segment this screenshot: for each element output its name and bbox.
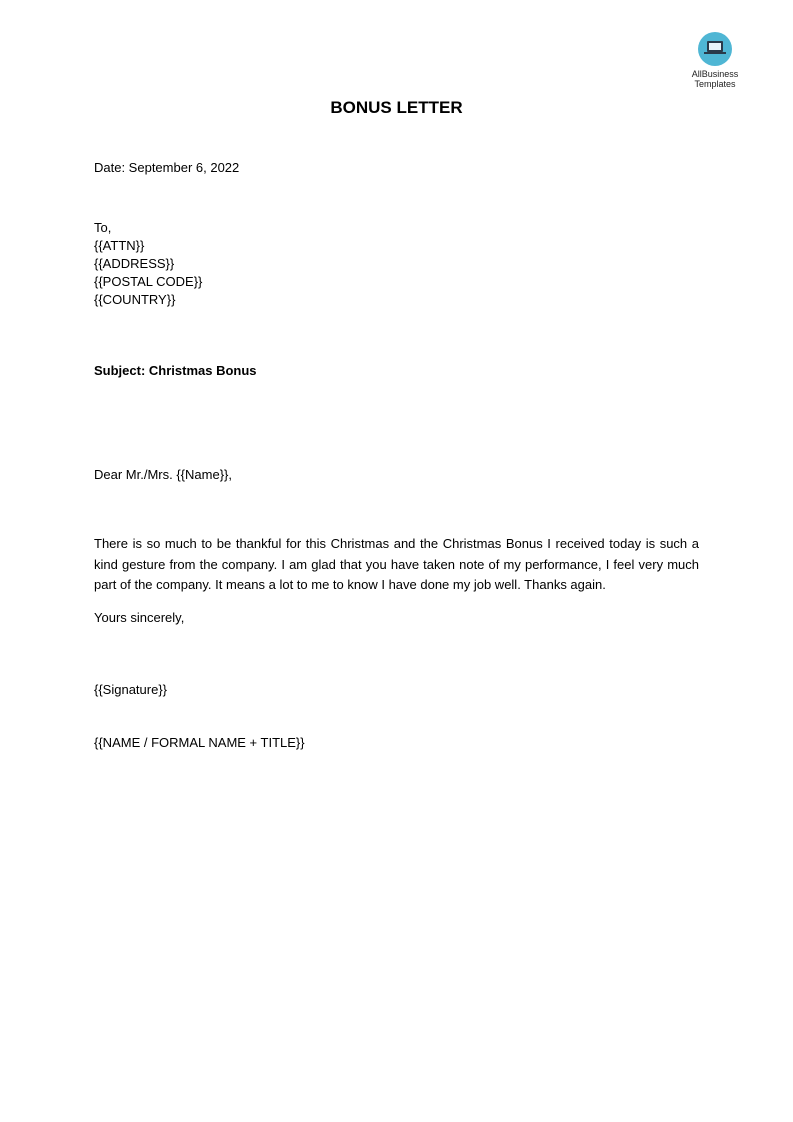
letter-body: There is so much to be thankful for this Christmas and the Christmas Bonus I received today is such a kind gesture from the company. I am glad that you have taken note of my performance, I feel very much part of the company. It means a lot to me to know I have done my job well. Thanks again.: [94, 536, 699, 592]
recipient-address: {{ADDRESS}}: [94, 256, 175, 271]
letter-subject: Subject: Christmas Bonus: [94, 363, 257, 378]
closing: Yours sincerely,: [94, 610, 185, 625]
recipient-to: To,: [94, 220, 112, 235]
signature-placeholder: {{Signature}}: [94, 682, 168, 697]
recipient-postal-code: {{POSTAL CODE}}: [94, 274, 203, 289]
recipient-attn: {{ATTN}}: [94, 238, 145, 253]
salutation: Dear Mr./Mrs. {{Name}},: [94, 467, 232, 482]
letter-date: Date: September 6, 2022: [94, 160, 240, 175]
logo-line-2: Templates: [694, 79, 736, 89]
recipient-country: {{COUNTRY}}: [94, 292, 176, 307]
logo-line-1: AllBusiness: [691, 69, 739, 79]
brand-logo: [686, 32, 744, 89]
signer-name: {{NAME / FORMAL NAME + TITLE}}: [94, 735, 305, 750]
document-title: BONUS LETTER: [330, 98, 463, 117]
logo-text: [686, 69, 744, 89]
laptop-icon: [698, 32, 732, 66]
